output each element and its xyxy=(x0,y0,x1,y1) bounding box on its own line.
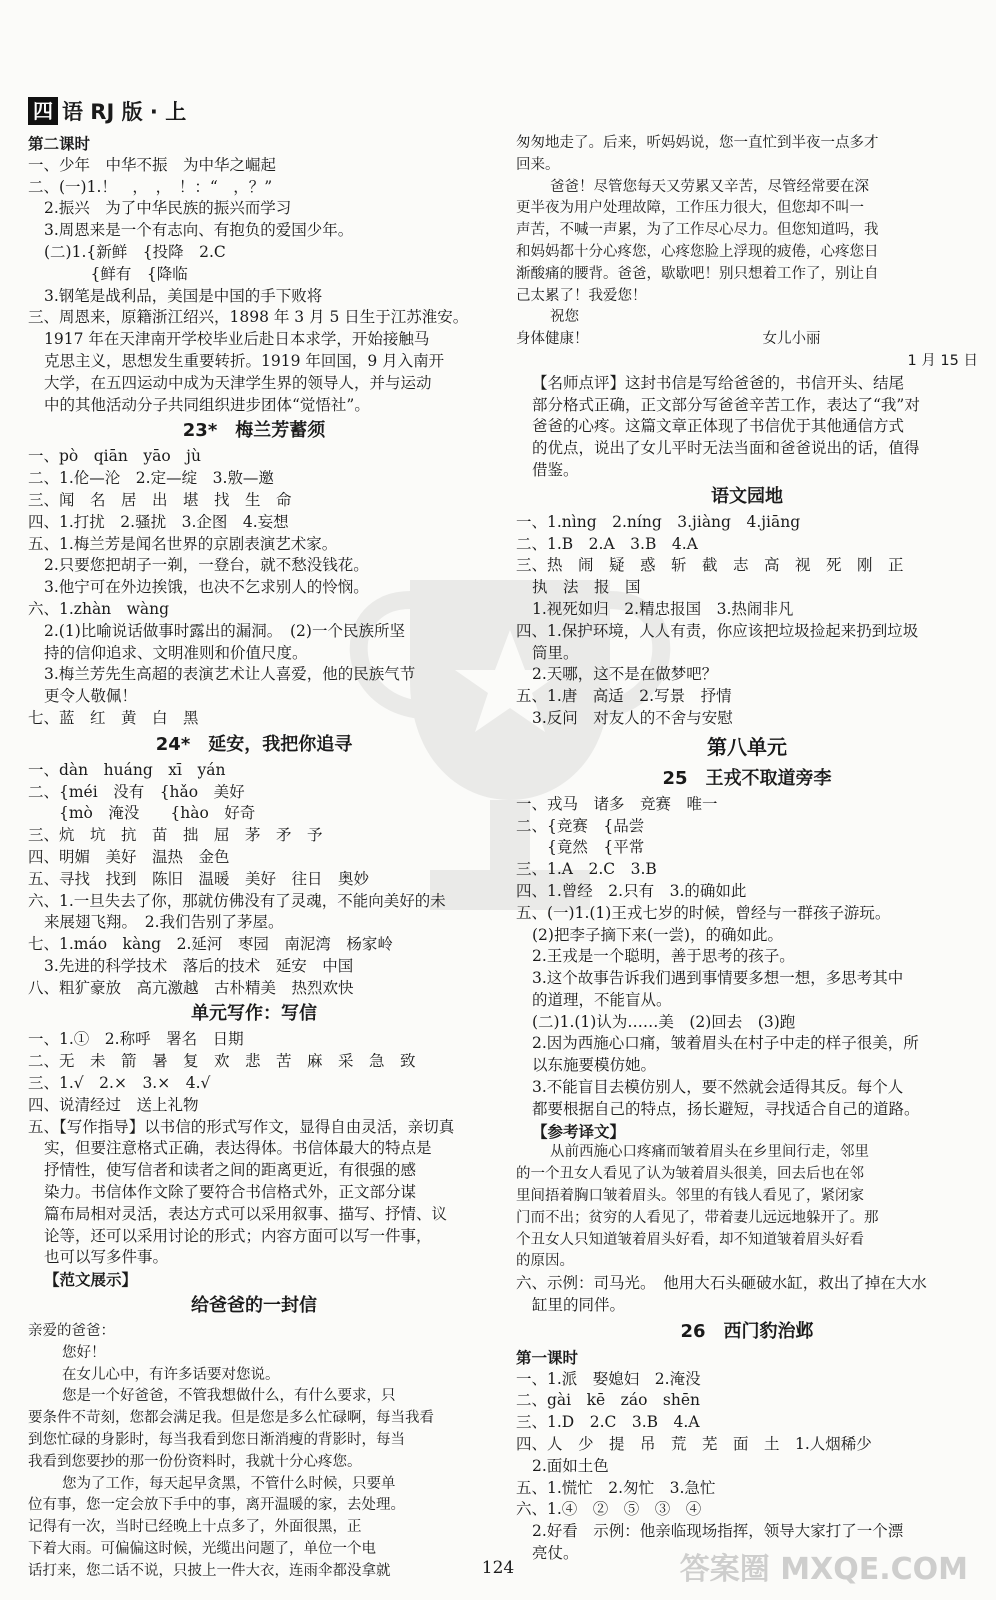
text-line: 二、{méi 没有 {hǎo 美好 xyxy=(28,782,245,801)
section-title: 语文园地 xyxy=(711,485,783,507)
text-line: 染力。书信体作文除了要符合书信格式外，正文部分谋 xyxy=(44,1183,417,1202)
text-line: 缸里的同伴。 xyxy=(532,1296,626,1315)
text-line: 五、寻找 找到 陈旧 温暖 美好 往日 奥妙 xyxy=(28,869,370,888)
text-line: 3.他宁可在外边挨饿，也决不乞求别人的怜悯。 xyxy=(44,578,369,597)
text-line: 筒里。 xyxy=(532,643,579,662)
text-line: 五、1.梅兰芳是闻名世界的京剧表演艺术家。 xyxy=(28,534,338,553)
text-line: 2.天哪，这不是在做梦吧？ xyxy=(532,665,718,684)
text-line: 借鉴。 xyxy=(532,460,579,479)
text-line: 匆匆地走了。后来，听妈妈说，您一直忙到半夜一点多才 xyxy=(516,135,879,151)
text-line: 2.因为西施心口痛，皱着眉头在村子中走的样子很美，所 xyxy=(532,1034,919,1053)
text-line: 六、1.zhàn wàng xyxy=(28,599,170,618)
text-line: 3.反问 对友人的不舍与安慰 xyxy=(532,708,733,727)
text-line: 四、说清经过 送上礼物 xyxy=(28,1095,199,1114)
text-line: 记得有一次，当时已经晚上十点多了，外面很黑，正 xyxy=(28,1519,362,1536)
text-line: 身体健康！ 女儿小丽 xyxy=(516,331,821,348)
text-line: 八、粗犷豪放 高亢激越 古朴精美 热烈欢快 xyxy=(28,978,354,997)
text-line: {竟然 {平常 xyxy=(516,838,645,857)
page-header xyxy=(28,96,186,126)
text-line: 的原因。 xyxy=(516,1253,574,1270)
text-line: 您为了工作，每天起早贪黑，不管什么时候，只要单 xyxy=(62,1475,396,1492)
text-line: 四、1.曾经 2.只有 3.的确如此 xyxy=(516,881,747,900)
text-line: 三、周恩来，原籍浙江绍兴，1898 年 3 月 5 日生于江苏淮安。 xyxy=(28,308,469,327)
text-line: 位有事，您一定会放下手中的事，离开温暖的家，去处理。 xyxy=(28,1497,405,1514)
text-line: 三、闻 名 居 出 堪 找 生 命 xyxy=(28,490,292,509)
left-column xyxy=(28,133,480,1583)
text-line: 的优点，说出了女儿平时无法当面和爸爸说出的话，值得 xyxy=(532,439,920,458)
section-title: 第八单元 xyxy=(707,734,787,759)
text-line: 四、人 少 提 吊 荒 芜 面 土 1.人烟稀少 xyxy=(516,1435,872,1454)
text-line: (2)把李子摘下来(一尝)，的确如此。 xyxy=(532,925,784,944)
text-line: 三、炕 坑 抗 苗 拙 屈 茅 矛 予 xyxy=(28,826,323,845)
text-line: 回来。 xyxy=(516,156,560,173)
text-line: 五、1.唐 高适 2.写景 抒情 xyxy=(516,687,732,706)
text-line: 二、(一)1.！ ， ， ！：“ ，？” xyxy=(28,177,273,196)
text-line: 四、1.打扰 2.骚扰 3.企图 4.妄想 xyxy=(28,512,289,531)
text-line: 一、少年 中华不振 为中华之崛起 xyxy=(28,155,277,174)
text-line: 话打来，您二话不说，只披上一件大衣，连雨伞都没拿就 xyxy=(28,1562,391,1579)
text-line: 的一个丑女人看见了认为皱着眉头很美，回去后也在邻 xyxy=(516,1166,864,1183)
text-line: 执 法 报 国 xyxy=(532,578,641,597)
grade-box: 四 xyxy=(28,97,58,125)
text-line: 里间捂着胸口皱着眉头。邻里的有钱人看见了，紧闭家 xyxy=(516,1188,864,1205)
text-line: 六、1.④ ② ⑤ ③ ④ xyxy=(516,1500,702,1519)
text-line: 二、{竞赛 {品尝 xyxy=(516,816,645,835)
text-line: 也可以写多件事。 xyxy=(44,1248,169,1267)
text-line: 的道理，不能盲从。 xyxy=(532,990,672,1009)
text-line: 2.王戎是一个聪明，善于思考的孩子。 xyxy=(532,947,795,966)
text-line: 以东施要模仿她。 xyxy=(532,1056,657,1075)
text-line: 三、1.√ 2.× 3.× 4.√ xyxy=(28,1074,211,1093)
text-line: 2.只要您把胡子一剃，一登台，就不愁没钱花。 xyxy=(44,556,369,575)
text-line: 四、1.保护环境，人人有责，你应该把垃圾捡起来扔到垃圾 xyxy=(516,621,919,640)
text-line: 我看到您要抄的那一份份资料时，我就十分心疼您。 xyxy=(28,1453,362,1470)
text-line: 爸爸！尽管您每天又劳累又辛苦，尽管经常要在深 xyxy=(550,178,869,195)
text-line: 2.面如土色 xyxy=(532,1456,609,1475)
text-line: 论等，还可以采用讨论的形式；内容方面可以写一件事， xyxy=(44,1226,432,1245)
text-line: 三、热 闹 疑 惑 斩 截 志 高 视 死 刚 正 xyxy=(516,556,904,575)
text-line: 更半夜为用户处理故障，工作压力很大，但您却不叫一 xyxy=(516,200,864,217)
text-line: 持的信仰追求、文明准则和价值尺度。 xyxy=(44,643,308,662)
text-line: 1.视死如归 2.精忠报国 3.热闹非凡 xyxy=(532,599,794,618)
text-line: 来展翅飞翔。 2.我们告别了茅屋。 xyxy=(44,913,284,932)
text-line: 克思主义，思想发生重要转折。1919 年回国，9 月入南开 xyxy=(44,351,445,370)
text-line: 【参考译文】 xyxy=(532,1121,626,1141)
text-line: 门而不出；贫穷的人看见了，带着妻儿远远地躲开了。那 xyxy=(516,1209,879,1226)
text-line: 一、1.nìng 2.níng 3.jiàng 4.jiāng xyxy=(516,512,801,531)
text-line: 三、1.A 2.C 3.B xyxy=(516,860,657,879)
section-title: 26 西门豹治邺 xyxy=(680,1320,814,1342)
text-line: 第二课时 xyxy=(28,134,91,153)
text-line: 二、1.B 2.A 3.B 4.A xyxy=(516,534,698,553)
text-line: 您是一个好爸爸，不管我想做什么，有什么要求，只 xyxy=(62,1388,396,1405)
section-title: 24* 延安，我把你追寻 xyxy=(155,733,353,755)
text-line: 从前西施心口疼痛而皱着眉头在乡里间行走，邻里 xyxy=(550,1144,869,1161)
text-line: 声苦，不喊一声累，为了工作尽心尽力。但您知道吗，我 xyxy=(516,222,879,239)
text-line: 二、gài kē záo shēn xyxy=(516,1391,701,1410)
text-line: 3.周恩来是一个有志向、有抱负的爱国少年。 xyxy=(44,221,354,240)
text-line: 五、(一)1.(1)王戎七岁的时候，曾经与一群孩子游玩。 xyxy=(516,903,891,922)
text-line: 部分格式正确，正文部分写爸爸辛苦工作，表达了“我”对 xyxy=(532,395,920,414)
text-line: 一、pò qiān yāo jù xyxy=(28,447,201,466)
text-line: 中的其他活动分子共同组织进步团体“觉悟社”。 xyxy=(44,395,370,414)
text-line: 五、1.慌忙 2.匆忙 3.急忙 xyxy=(516,1478,716,1497)
text-line: 下着大雨。可偏偏这时候，光缆出问题了，单位一个电 xyxy=(28,1541,376,1558)
book-title: 语 RJ 版 · 上 xyxy=(62,100,187,124)
text-line: 到您忙碌的身影时，每当我看到您日渐消瘦的背影时，每当 xyxy=(28,1432,405,1449)
text-line: 【范文展示】 xyxy=(44,1270,138,1290)
section-title: 23* 梅兰芳蓄须 xyxy=(182,420,326,442)
text-line: 七、1.máo kàng 2.延河 枣园 南泥湾 杨家岭 xyxy=(28,935,393,954)
text-line: 一、dàn huáng xī yán xyxy=(28,760,226,779)
text-line: 一、戎马 诸多 竞赛 唯一 xyxy=(516,794,718,813)
text-line: 都要根据自己的特点，扬长避短，寻找适合自己的道路。 xyxy=(532,1099,920,1118)
text-line: 2.振兴 为了中华民族的振兴而学习 xyxy=(44,199,292,218)
text-line: 2.好看 示例：他亲临现场指挥，领导大家打了一个漂 xyxy=(532,1522,904,1541)
text-line: 个丑女人只知道皱着眉头好看，却不知道皱着眉头好看 xyxy=(516,1231,864,1248)
text-line: {mò 淹没 {hào 好奇 xyxy=(28,804,256,823)
text-line: 3.这个故事告诉我们遇到事情要多想一想，多思考其中 xyxy=(532,969,904,988)
text-line: 亮仗。 xyxy=(532,1544,579,1563)
text-line: (二)1.(1)认为……美 (2)回去 (3)跑 xyxy=(532,1012,796,1031)
text-line: 七、蓝 红 黄 白 黑 xyxy=(28,708,199,727)
text-line: 亲爱的爸爸： xyxy=(28,1323,115,1340)
text-line: 一、1.① 2.称呼 署名 日期 xyxy=(28,1030,244,1049)
text-line: 三、1.D 2.C 3.B 4.A xyxy=(516,1413,700,1432)
text-line: 渐酸痛的腰背。爸爸，歇歇吧！别只想着工作了，别让自 xyxy=(516,265,879,282)
text-line: 第一课时 xyxy=(516,1347,579,1367)
text-line: 1 月 15 日 xyxy=(907,352,978,369)
page-number: 124 xyxy=(481,1558,515,1578)
text-line: 己太累了！我爱您！ xyxy=(516,287,647,304)
text-line: 3.梅兰芳先生高超的表演艺术让人喜爱，他的民族气节 xyxy=(44,665,416,684)
text-line: 六、1.一旦失去了你，那就仿佛没有了灵魂，不能向美好的未 xyxy=(28,891,446,910)
text-line: 3.不能盲目去模仿别人，要不然就会适得其反。每个人 xyxy=(532,1078,904,1097)
text-line: (二)1.{新鲜 {投降 2.C xyxy=(44,242,226,261)
text-line: 爸爸的心疼。这篇文章正体现了书信优于其他通信方式 xyxy=(532,417,905,436)
text-line: 要条件不苛刻，您都会满足我。但是您是多么忙碌啊，每当我看 xyxy=(28,1410,434,1427)
site-watermark: 答案圈 MXQE.COM xyxy=(679,1552,968,1587)
text-line: 五、【写作指导】以书信的形式写作文，显得自由灵活，亲切真 xyxy=(28,1117,455,1136)
text-line: 祝您 xyxy=(550,309,579,326)
text-line: 在女儿心中，有许多话要对您说。 xyxy=(62,1366,280,1383)
section-title: 给爸爸的一封信 xyxy=(191,1295,317,1317)
text-line: 【名师点评】这封书信是写给爸爸的，书信开头、结尾 xyxy=(532,373,905,392)
text-line: 四、明媚 美好 温热 金色 xyxy=(28,847,230,866)
text-line: 3.钢笔是战利品，美国是中国的手下败将 xyxy=(44,286,323,305)
text-line: 2.(1)比喻说话做事时露出的漏洞。 (2)一个民族所坚 xyxy=(44,621,405,640)
text-line: {鲜有 {降临 xyxy=(44,264,188,283)
text-line: 六、示例：司马光。 他用大石头砸破水缸，救出了掉在大水 xyxy=(516,1274,927,1293)
text-line: 实，但要注意格式正确，表达得体。书信体最大的特点是 xyxy=(44,1139,432,1158)
section-title: 25 王戎不取道旁李 xyxy=(662,767,832,789)
text-line: 3.先进的科学技术 落后的技术 延安 中国 xyxy=(44,956,354,975)
right-column xyxy=(516,133,978,1565)
text-line: 大学，在五四运动中成为天津学生界的领导人，并与运动 xyxy=(44,373,432,392)
text-line: 您好！ xyxy=(62,1344,106,1361)
text-line: 二、1.伦—沦 2.定—绽 3.敫—邀 xyxy=(28,469,274,488)
text-line: 一、1.派 娶媳妇 2.淹没 xyxy=(516,1369,701,1388)
section-title: 单元写作：写信 xyxy=(191,1003,317,1025)
text-line: 二、无 未 箭 暑 复 欢 悲 苦 麻 采 急 致 xyxy=(28,1052,416,1071)
text-line: 篇布局相对灵活，表达方式可以采用叙事、描写、抒情、议 xyxy=(44,1204,448,1223)
text-line: 更令人敬佩！ xyxy=(44,687,138,706)
text-line: 抒情性，使写信者和读者之间的距离更近，有很强的感 xyxy=(44,1161,417,1180)
text-line: 和妈妈都十分心疼您，心疼您脸上浮现的疲倦，心疼您日 xyxy=(516,243,879,260)
text-line: 1917 年在天津南开学校毕业后赴日本求学，开始接触马 xyxy=(44,330,430,349)
